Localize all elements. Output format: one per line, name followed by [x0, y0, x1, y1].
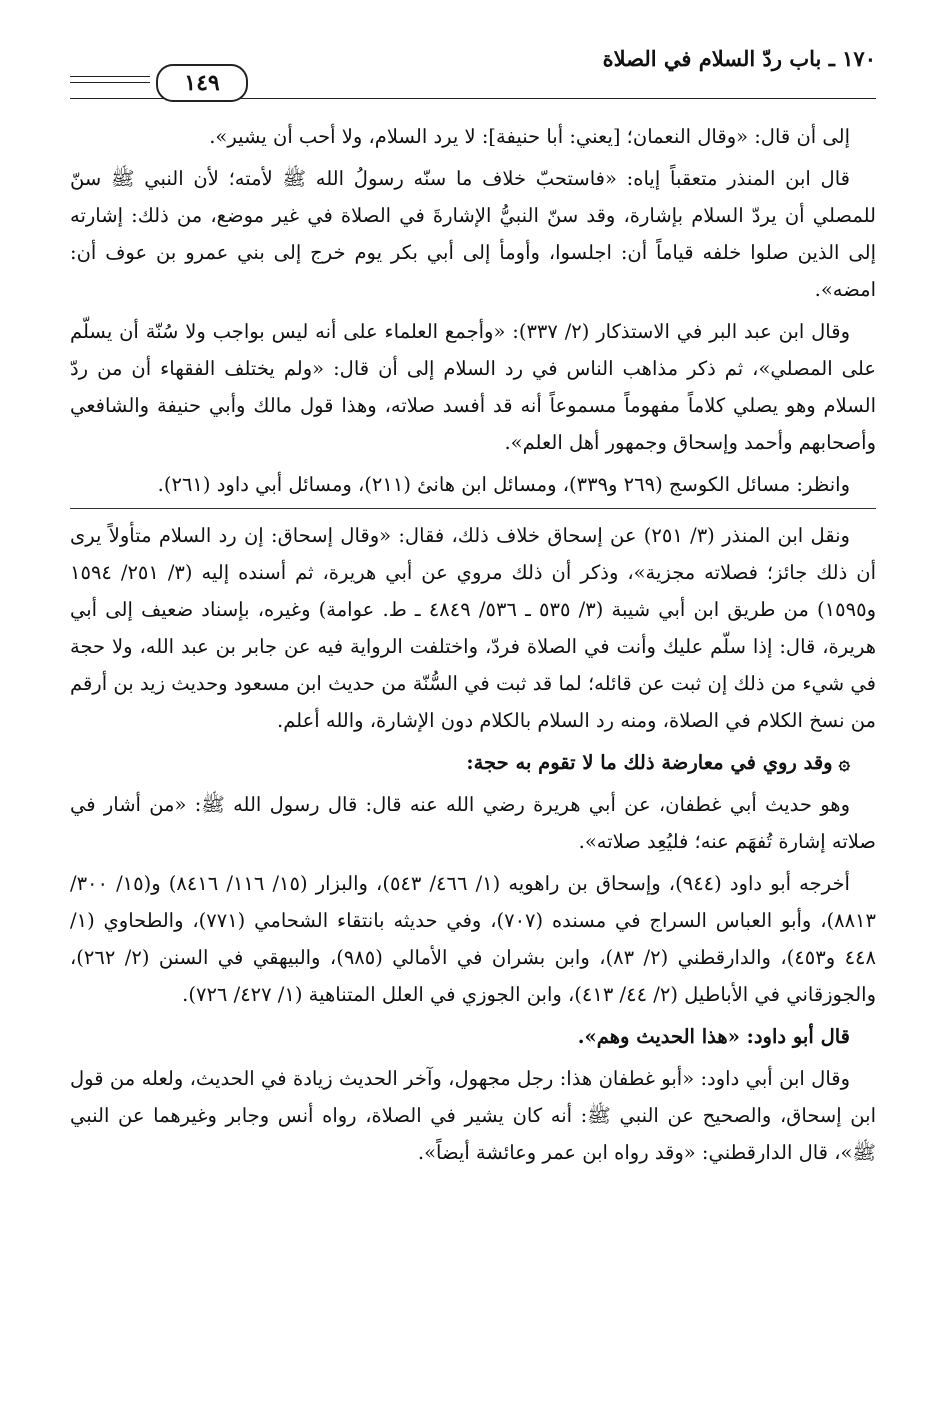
paragraph: وقال ابن عبد البر في الاستذكار (٢/ ٣٣٧): «وأجمع العلماء على أنه ليس بواجب ولا سُنّة أن يسلّم على المصلي»، ثم ذكر مذاهب الناس في رد السلام إلى أن قال: «ولم يختلف الفقهاء أن من ردّ السلام وهو يصلي كلاماً مفهوماً مسموعاً أنه قد أفسد صلاته، وهذا قول مالك وأبي حنيفة والشافعي وأصحابهم وأحمد وإسحاق وجمهور أهل العلم». [70, 320, 876, 454]
paragraph: إلى أن قال: «وقال النعمان؛ [يعني: أبا حنيفة]: لا يرد السلام، ولا أحب أن يشير». [209, 125, 850, 148]
book-page [70, 40, 876, 1380]
header-rule-bottom [70, 82, 150, 83]
paragraph: ونقل ابن المنذر (٣/ ٢٥١) عن إسحاق خلاف ذلك، فقال: «وقال إسحاق: إن رد السلام متأولاً يرى أن ذلك جائز؛ فصلاته مجزية»، وذكر أن ذلك مروي عن أبي هريرة، ثم أسنده إليه (٣/ ٢٥١/ ١٥٩٤ و١٥٩٥) من طريق ابن أبي شيبة (٣/ ٥٣٥ ـ ٥٣٦/ ٤٨٤٩ ـ ط. عوامة) وغيره، بإسناد ضعيف إلى أبي هريرة، قال: إذا سلّم عليك وأنت في الصلاة فردّ، واختلفت الرواية فيه عن جابر بن عبد الله، ولا حجة في شيء من ذلك إن ثبت عن قائله؛ لما قد ثبت في السُّنّة من حديث ابن مسعود وحديث زيد بن أرقم من نسخ الكلام في الصلاة، ومنه رد السلام بالكلام دون الإشارة، والله أعلم. [70, 508, 876, 739]
paragraph: قال أبو داود: «هذا الحديث وهم». [577, 1025, 850, 1048]
paragraph: قال ابن المنذر متعقباً إياه: «فاستحبّ خلاف ما سنّه رسولُ الله ﷺ لأمته؛ لأن النبي ﷺ سنّ للمصلي أن يردّ السلام بإشارة، وقد سنّ النبيُّ الإشارةَ في الصلاة في غير موضع، من ذلك: إشارته إلى الذين صلوا خلفه قياماً أن: اجلسوا، وأومأ إلى أبي بكر يوم خرج إلى بني عمرو بن عوف أن: امضه». [70, 167, 876, 301]
page-number: ١٤٩ [156, 64, 248, 102]
section-heading [70, 744, 876, 781]
ornament-icon: ۞ [838, 751, 850, 774]
running-title: ١٧٠ ـ باب ردّ السلام في الصلاة [602, 46, 876, 71]
paragraph: وانظر: مسائل الكوسج (٢٦٩ و٣٣٩)، ومسائل ابن هانئ (٢١١)، ومسائل أبي داود (٢٦١). [157, 473, 850, 496]
paragraph: أخرجه أبو داود (٩٤٤)، وإسحاق بن راهويه (١/ ٤٦٦/ ٥٤٣)، والبزار (١٥/ ١١٦/ ٨٤١٦) و(١٥/ ٣٠٠/ ٨٨١٣)، وأبو العباس السراج في مسنده (٧٠٧)، وفي حديثه بانتقاء الشحامي (٧٧١)، والطحاوي (١/ ٤٤٨ و٤٥٣)، والدارقطني (٢/ ٨٣)، وابن بشران في الأمالي (٩٨٥)، والبيهقي في السنن (٢/ ٢٦٢)، والجوزقاني في الأباطيل (٢/ ٤٤/ ٤١٣)، وابن الجوزي في العلل المتناهية (١/ ٤٢٧/ ٧٢٦). [70, 872, 877, 1006]
header-rule-top [70, 76, 150, 77]
page-header [70, 40, 876, 99]
paragraph: وقال ابن أبي داود: «أبو غطفان هذا: رجل مجهول، وآخر الحديث زيادة في الحديث، ولعله من قول ابن إسحاق، والصحيح عن النبي ﷺ: أنه كان يشير في الصلاة، رواه أنس وجابر وغيرهما عن النبي ﷺ»، قال الدارقطني: «وقد رواه ابن عمر وعائشة أيضاً». [70, 1067, 876, 1164]
section-heading-text: وقد روي في معارضة ذلك ما لا تقوم به حجة: [466, 751, 833, 774]
hadith-paragraph: وهو حديث أبي غطفان، عن أبي هريرة رضي الله عنه قال: قال رسول الله ﷺ: «من أشار في صلاته إشارة تُفهَم عنه؛ فليُعِد صلاته». [70, 793, 876, 853]
page-body [70, 118, 876, 1176]
